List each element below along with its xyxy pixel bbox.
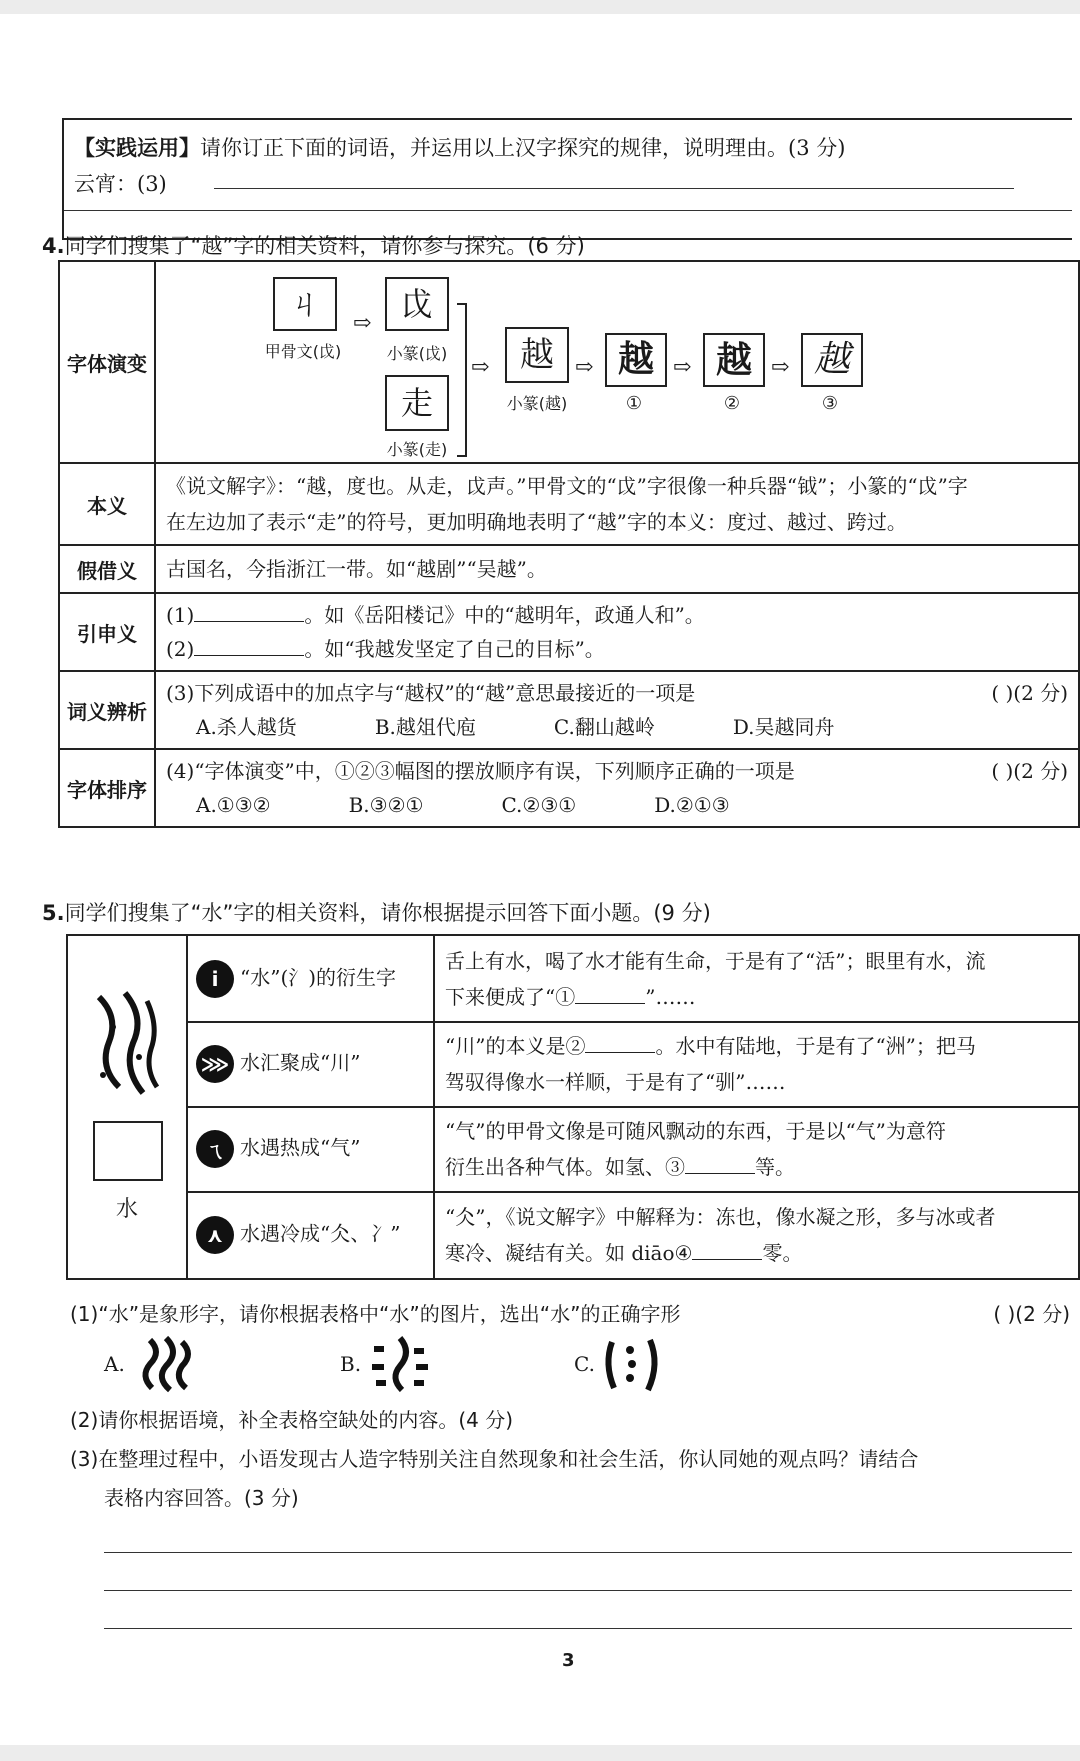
option-b-label: B.: [340, 1352, 362, 1376]
row-label-loan: 假借义: [59, 545, 155, 593]
row-label-order: 字体排序: [59, 749, 155, 827]
row-label-extended: 引申义: [59, 593, 155, 671]
option-a-glyph[interactable]: [136, 1334, 200, 1394]
caption-xiaozhuan-yue: 小篆(戉): [386, 344, 448, 363]
sub1-options: [104, 1334, 704, 1394]
option-d[interactable]: D.②①③: [654, 793, 730, 817]
glyph-3: 越: [801, 333, 863, 387]
sub-question-1: (1)“水”是象形字，请你根据表格中“水”的图片，选出“水”的正确字形 ( )(2 分): [70, 1298, 1070, 1327]
page-number: 3: [562, 1650, 575, 1671]
river-icon: ⋙: [196, 1045, 234, 1083]
practice-item: 云宵：(3): [74, 172, 167, 196]
number-2: ②: [723, 393, 741, 414]
row-label-evolution: 字体演变: [59, 261, 155, 463]
bracket: [457, 303, 467, 457]
caption-xiaozhuan-yue2: 小篆(越): [506, 394, 568, 413]
blank-field[interactable]: [575, 983, 645, 1004]
option-c[interactable]: C.②③①: [501, 793, 577, 817]
answer-line[interactable]: [104, 1552, 1072, 1553]
sub-question-3: (3)在整理过程中，小语发现古人造字特别关注自然现象和社会生活，你认同她的观点吗？请结合: [70, 1447, 919, 1471]
number-1: ①: [625, 393, 643, 414]
water-image-cell: [67, 935, 187, 1279]
arrow-icon: ⇨: [575, 355, 594, 380]
water-row-text: “气”的甲骨文像是可随风飘动的东西，于是以“气”为意符 衍生出各种气体。如氢、③ 等。: [434, 1107, 1079, 1192]
arrow-icon: ⇨: [673, 355, 692, 380]
top-margin: [0, 0, 1080, 14]
arrow-icon: ⇨: [353, 311, 372, 336]
glyph-1: 越: [605, 333, 667, 387]
glyph-jiagu-yue: ㄐ: [273, 277, 337, 331]
practice-label: 【实践运用】: [74, 136, 200, 160]
water-row-head: ㄟ 水遇热成“气”: [187, 1107, 434, 1192]
answer-paren[interactable]: ( )(2 分): [993, 1302, 1070, 1326]
sub-question-3-cont: 表格内容回答。(3 分): [104, 1486, 299, 1510]
glyph-xiaozhuan-yue2: 越: [505, 327, 569, 383]
option-a[interactable]: A.①③②: [196, 793, 271, 817]
answer-paren[interactable]: ( )(2 分): [991, 759, 1068, 783]
blank-field[interactable]: [685, 1153, 755, 1174]
question-4-table: [58, 260, 1080, 828]
question-5-title: 5.同学们搜集了“水”字的相关资料，请你根据提示回答下面小题。(9 分): [42, 901, 711, 925]
option-b[interactable]: B.③②①: [348, 793, 424, 817]
answer-line[interactable]: [104, 1590, 1072, 1591]
meaning-cell: (3)下列成语中的加点字与“越权”的“越”意思最接近的一项是 ( )(2 分) A.杀人越货 B.越俎代庖 C.翻山越岭 D.吴越同舟: [155, 671, 1079, 749]
option-a[interactable]: A.杀人越货: [196, 715, 297, 739]
order-cell: (4)“字体演变”中，①②③幅图的摆放顺序有误，下列顺序正确的一项是 ( )(2 分) A.①③② B.③②① C.②③① D.②①③: [155, 749, 1079, 827]
option-b-glyph[interactable]: [368, 1334, 432, 1394]
info-icon: i: [196, 960, 234, 998]
steam-icon: ㄟ: [196, 1130, 234, 1168]
caption-jiagu: 甲骨文(戉): [264, 342, 342, 361]
number-3: ③: [821, 393, 839, 414]
arrow-icon: ⇨: [771, 355, 790, 380]
option-c-label: C.: [574, 1352, 595, 1376]
answer-line[interactable]: [64, 210, 1072, 211]
water-row-text: “仌”，《说文解字》中解释为：冻也，像水凝之形，多与冰或者 寒冷、凝结有关。如 diāo④ 零。: [434, 1192, 1079, 1279]
row-label-origin: 本义: [59, 463, 155, 545]
glyph-xiaozhuan-yue: 戉: [385, 277, 449, 331]
blank-field[interactable]: [194, 601, 304, 622]
option-c-glyph[interactable]: [600, 1334, 664, 1394]
origin-cell: 《说文解字》：“越，度也。从走，戉声。”甲骨文的“戉”字很像一种兵器“钺”；小篆的“戉”字 在左边加了表示“走”的符号，更加明确地表明了“越”字的本义：度过、越过、跨过。: [155, 463, 1079, 545]
practice-prompt: 【实践运用】请你订正下面的词语，并运用以上汉字探究的规律，说明理由。(3 分): [74, 136, 846, 160]
answer-line[interactable]: [214, 188, 1014, 189]
evolution-cell: [155, 261, 1079, 463]
row-label-meaning: 词义辨析: [59, 671, 155, 749]
option-d[interactable]: D.吴越同舟: [732, 715, 835, 739]
blank-field[interactable]: [585, 1032, 655, 1053]
arrow-icon: ⇨: [471, 355, 490, 380]
water-row-text: 舌上有水，喝了水才能有生命，于是有了“活”；眼里有水，流 下来便成了“① ”……: [434, 935, 1079, 1022]
sub-question-2: (2)请你根据语境，补全表格空缺处的内容。(4 分): [70, 1408, 514, 1432]
glyph-xiaozhuan-zou: 走: [385, 375, 449, 431]
loan-cell: 古国名，今指浙江一带。如“越剧”“吴越”。: [155, 545, 1079, 593]
answer-paren[interactable]: ( )(2 分): [991, 681, 1068, 705]
option-c[interactable]: C.翻山越岭: [553, 715, 655, 739]
extended-cell: (1) 。如《岳阳楼记》中的“越明年，政通人和”。 (2) 。如“我越发坚定了自己的目标”。: [155, 593, 1079, 671]
water-row-head: i “水”(氵)的衍生字: [187, 935, 434, 1022]
blank-field[interactable]: [194, 635, 304, 656]
ice-icon: ⋏: [196, 1216, 234, 1254]
option-a-label: A.: [104, 1352, 125, 1376]
bottom-margin: [0, 1745, 1080, 1761]
practice-box: [62, 118, 1072, 240]
water-row-text: “川”的本义是② 。水中有陆地，于是有了“洲”；把马 驾驭得像水一样顺，于是有了“驯”……: [434, 1022, 1079, 1107]
glyph-2: 越: [703, 333, 765, 387]
question-5-table: [66, 934, 1080, 1280]
option-b[interactable]: B.越俎代庖: [374, 715, 476, 739]
empty-box[interactable]: [93, 1121, 163, 1181]
water-row-head: ⋏ 水遇冷成“仌、冫”: [187, 1192, 434, 1279]
water-row-head: ⋙ 水汇聚成“川”: [187, 1022, 434, 1107]
water-char-label: 水: [115, 1197, 138, 1222]
answer-line[interactable]: [104, 1628, 1072, 1629]
water-picture: [89, 987, 163, 1099]
blank-field[interactable]: [692, 1239, 762, 1260]
question-4-title: 4.同学们搜集了“越”字的相关资料，请你参与探究。(6 分): [42, 234, 585, 258]
caption-xiaozhuan-zou: 小篆(走): [386, 440, 448, 459]
